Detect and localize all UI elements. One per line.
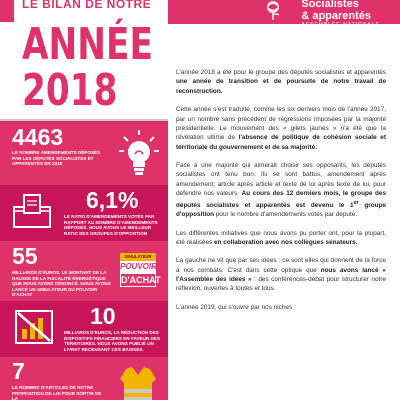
text-span: L'année 2018 a été pour le groupe des députés socialistes et apparentés xyxy=(176,69,386,76)
bold-span: Au cours des 12 derniers mois, le groupe des députés socialistes et apparentés est devenu le 1 xyxy=(176,190,386,209)
paragraph-senators xyxy=(176,229,386,248)
stat-block-energy-tax xyxy=(0,241,168,301)
bold-span: une année de transition et de poursuite de notre travail de reconstruction. xyxy=(176,78,386,95)
brand-name-line1: Socialistes xyxy=(301,0,359,10)
stat-number: 6,1% xyxy=(86,187,139,213)
crossed-chart-icon xyxy=(14,309,54,345)
stat-number: 55 xyxy=(12,243,38,269)
stat-number: 10 xyxy=(90,303,116,329)
text-span: Cette année s'est traduite, comme les six derniers mois de l'année 2017, par un nombre sans précédent de régressions imposées par la majorité présidentielle. Le mouvement des « gilets jaunes » n'a été que la révélation ultime de xyxy=(176,106,386,142)
text-span: Les différentes initiatives que nous avons pu porter ont, pour la plupart, été réalisées xyxy=(176,229,386,246)
title-year-word: ANNÉE xyxy=(22,19,153,70)
title-year-number: 2018 xyxy=(22,65,118,116)
stat-number: 7 xyxy=(12,358,25,384)
badge-mid-label: POUVOIR xyxy=(120,262,157,271)
stat-text: LE RATIO D'AMENDEMENTS VOTÉS PAR RAPPORT AU NOMBRE D'AMENDEMENTS DÉPOSÉS. NOUS AVONS LE MEILLEUR RATIO DES GROUPES D'OPPOSITION xyxy=(64,214,158,236)
rose-logo-icon xyxy=(262,0,284,20)
paragraph-intro xyxy=(176,68,386,96)
stat-block-ratio xyxy=(0,185,168,241)
bold-span: l'absence de politique de cohésion sociale et territoriale du gouvernement et de sa majorité. xyxy=(176,134,386,151)
paragraph-2019 xyxy=(176,303,386,312)
paragraph-regressions xyxy=(176,105,386,152)
stat-number: 4463 xyxy=(12,124,64,150)
stat-text: MILLIARDS D'EUROS, LE MONTANT DE LA HAUSSE DE LA FISCALITÉ ÉNERGÉTIQUE QUE NOUS AVONS DÉNONCÉ. NOUS AVONS LANCÉ UN SIMULATEUR DU POUVOIR D'ACHAT xyxy=(12,270,111,298)
text-span: L'année 2019, qui s'ouvre par nos niches xyxy=(176,303,293,311)
text-span: : des conférences-débat pour structurer notre réflexion, ouvertes à toutes et tous. xyxy=(176,276,386,293)
stat-block-amendments xyxy=(0,121,168,185)
yellow-vest-icon xyxy=(116,365,160,400)
brand-name-line2: & apparentés xyxy=(301,10,372,22)
badge-top-label: SIMULATEUR xyxy=(120,253,156,261)
ballot-box-icon xyxy=(12,193,52,229)
article-body xyxy=(176,68,386,321)
brand-logo xyxy=(301,0,380,29)
brand-subtitle: ASSEMBLÉE NATIONALE xyxy=(301,22,380,28)
badge-bottom-label: D'ACHAT xyxy=(121,275,161,285)
stat-text: LE NOMBRE D'ARTICLES DE NOTRE PROPOSITION DE LOI POUR SORTIR DE LA xyxy=(12,385,102,400)
text-span: pour le nombre d'amendements votés par député. xyxy=(214,210,358,218)
paragraph-opposition xyxy=(176,161,386,219)
header-title-line: LE BILAN DE NOTRE xyxy=(22,0,152,11)
stat-text: LE NOMBRE AMENDEMENTS DÉPOSÉS PAR LES DÉPUTÉS SOCIALISTES ET APPARENTÉS EN 2018 xyxy=(12,150,101,167)
stat-block-bill-articles xyxy=(0,357,168,400)
superscript: er xyxy=(353,199,359,206)
header-accent-tab xyxy=(0,0,14,22)
text-span: Face à une majorité qui aimerait choisir ses opposants, les députés socialistes ont tenu bon. Ils se sont battus, amendement après amendement, article après article et texte de loi après texte de loi, pour défendre nos valeurs. xyxy=(176,162,386,198)
stat-text: MILLIARDS D'EUROS, LA RÉDUCTION DES DISPOSITIFS FINANCIERS EN FAVEUR DES TERRITOIRES. NOUS AVONS PUBLIÉ UN LIVRET RECENSANT CES BAISSES. xyxy=(64,330,160,352)
text-span: La gauche ne vit que par ses idées : ce sont elles qui donnent de la force à nos combats. C'est dans cette optique que xyxy=(176,257,386,274)
paragraph-ideas xyxy=(176,256,386,293)
stat-block-territories xyxy=(0,301,168,357)
lightbulb-icon xyxy=(118,129,160,177)
simulator-badge-icon xyxy=(120,253,161,293)
bold-span: nous avons lancé « l'Assemblée des idées » xyxy=(176,266,386,284)
bold-span: groupe d'opposition xyxy=(176,201,386,218)
page-title xyxy=(22,19,190,116)
bold-span: en collaboration avec nos collègues sénateurs. xyxy=(214,238,358,246)
